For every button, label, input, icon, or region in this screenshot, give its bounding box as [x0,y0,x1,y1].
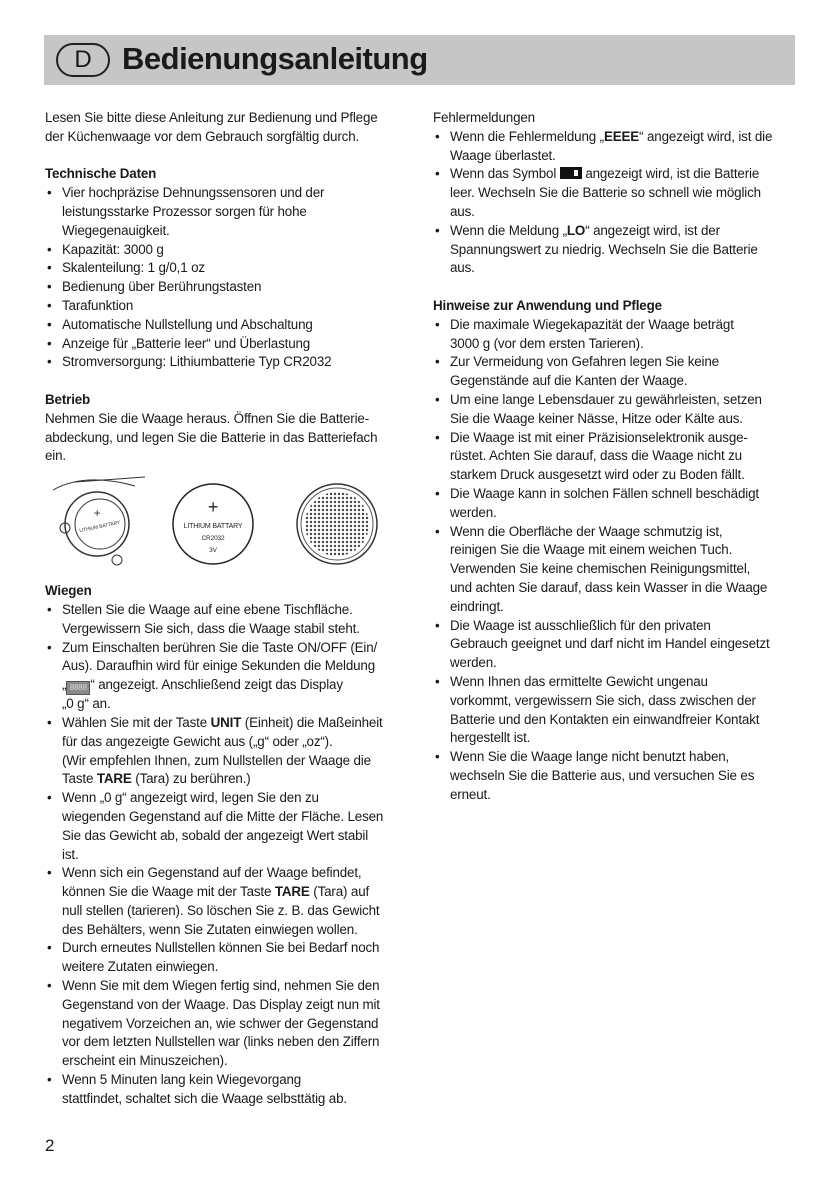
list-item [433,748,808,804]
item-text: Wenn Sie mit dem Wiegen fertig sind, nehmen Sie den Gegenstand von der Waage. Das Display zeigt nun mit negativem Vorzeichen an, wie schwer der Gegenstand vor dem letzten Nullstellen war (links neben den Ziffern erscheint ein Minuszeichen). [62,978,380,1069]
item-text: Wenn die Fehlermeldung „ [450,128,604,144]
section-heading: Hinweise zur Anwendung und Pflege [433,297,662,313]
battery-voltage: 3V [209,547,217,555]
list-item [45,316,420,335]
item-text: (Tara) auf null stellen (tarieren). So löschen Sie z. B. das Gewicht des Behälters, wenn Sie Zutaten einwiegen wollen. [62,884,380,937]
left-column [45,109,420,1109]
item-text: Wenn sich ein Gegenstand auf der Waage befindet, können Sie die Waage mit der Taste [62,865,362,900]
item-text: Wenn Sie die Waage lange nicht benutzt haben, wechseln Sie die Batterie aus, und versuchen Sie es erneut. [450,749,755,802]
list-item [433,128,808,166]
language-badge: D [56,43,110,77]
item-text: (Einheit) die Maßeinheit für das angezeigte Gewicht aus („g“ oder „oz“). (Wir empfehlen Ihnen, zum Nullstellen der Waage die Taste [62,714,383,787]
item-text: “ angezeigt. Anschließend zeigt das Display „0 g“ an. [62,677,343,712]
list-item [45,335,420,354]
bullet-list [45,184,420,372]
bullet-list [45,601,420,1109]
item-text: Stromversorgung: Lithiumbatterie Typ CR2032 [62,354,332,370]
list-item [433,617,808,673]
item-text: Wenn die Oberfläche der Waage schmutzig ist, reinigen Sie die Waage mit einem weichen Tuch. Verwenden Sie keine chemischen Reinigungsmittel, und achten Sie darauf, dass kein Wasser in die Waage eindringt. [450,523,768,614]
list-item [45,353,420,372]
bold-term: TARE [96,771,132,787]
item-text: “ angezeigt wird, ist der Spannungswert zu niedrig. Wechseln Sie die Batterie aus. [450,222,758,276]
bold-term: UNIT [210,714,242,730]
item-text: (Tara) zu berühren.) [131,771,251,787]
list-item [45,184,420,240]
list-item [433,165,808,221]
item-text: “ angezeigt wird, ist die Waage überlastet. [450,128,773,163]
list-item [45,939,420,977]
item-text: Die maximale Wiegekapazität der Waage beträgt 3000 g (vor dem ersten Tarieren). [450,316,734,351]
battery-illustrations [45,472,420,574]
item-text: angezeigt wird, ist die Batterie leer. Wechseln Sie die Batterie so schnell wie möglich aus. [450,166,761,219]
page-number: 2 [45,1136,55,1155]
coin-cell-battery-image [173,484,253,564]
section-heading: Technische Daten [45,166,157,182]
item-text: Tarafunktion [62,297,134,313]
list-item [433,316,808,354]
list-item [45,1071,420,1109]
item-text: Durch erneutes Nullstellen können Sie bei Bedarf noch weitere Zutaten einwiegen. [62,940,380,975]
battery-compartment-image [53,477,145,565]
svg-text:+: + [207,497,219,518]
list-item [433,429,808,485]
section-heading: Betrieb [45,391,91,407]
item-text: Vier hochpräzise Dehnungssensoren und der leistungsstarke Prozessor sorgen für hohe Wiegegenauigkeit. [62,185,325,238]
list-item [45,297,420,316]
page-title: Bedienungsanleitung [122,41,428,76]
section-fehlermeldungen [433,109,808,278]
section-wiegen [45,582,420,1109]
display-8888-icon: 8888 [66,681,90,695]
list-item [45,789,420,864]
bullet-list [433,128,808,278]
item-text: Um eine lange Lebensdauer zu gewährleisten, setzen Sie die Waage keiner Nässe, Hitze oder Kälte aus. [450,391,762,426]
item-text: Anzeige für „Batterie leer“ und Überlastung [62,335,311,351]
item-text: Kapazität: 3000 g [62,241,164,257]
section-heading: Wiegen [45,583,92,599]
svg-text:LITHIUM BATTARY: LITHIUM BATTARY [78,519,121,535]
section-heading: Fehlermeldungen [433,110,535,125]
battery-back-image [297,484,377,564]
item-text: Skalenteilung: 1 g/0,1 oz [62,260,205,276]
list-item [45,639,420,714]
bold-term: EEEE [603,128,640,144]
header-bar [44,35,795,85]
list-item [45,601,420,639]
list-item [433,523,808,617]
item-text: Die Waage ist ausschließlich für den privaten Gebrauch geeignet und darf nicht im Handel eingesetzt werden. [450,617,770,671]
item-text: Wenn die Meldung „ [450,222,567,238]
list-item [433,353,808,391]
right-column [433,109,808,804]
intro-text: Lesen Sie bitte diese Anleitung zur Bedienung und Pflege der Küchenwaage vor dem Gebrauch sorgfältig durch. [45,110,378,144]
battery-images [45,472,385,574]
item-text: Wählen Sie mit der Taste [62,714,211,730]
list-item [45,864,420,939]
bold-term: TARE [274,884,310,900]
list-item [45,977,420,1071]
list-item [45,241,420,260]
item-text: Automatische Nullstellung und Abschaltung [62,316,313,332]
battery-empty-icon [560,167,582,179]
battery-type: CR2032 [201,535,225,543]
item-text: Wenn das Symbol [450,166,560,182]
section-hinweise [433,297,808,805]
item-text: Die Waage ist mit einer Präzisionselektronik ausge- rüstet. Achten Sie darauf, dass die Waage nicht zu starkem Druck ausgesetzt wird oder zu Boden fällt. [450,429,748,483]
list-item [433,391,808,429]
item-text: Die Waage kann in solchen Fällen schnell beschädigt werden. [450,485,759,520]
bullet-list [433,316,808,805]
item-text: Stellen Sie die Waage auf eine ebene Tischfläche. Vergewissern Sie sich, dass die Waage stabil steht. [62,601,360,636]
bold-term: LO [566,222,586,238]
item-text: Wenn „0 g“ angezeigt wird, legen Sie den zu wiegenden Gegenstand auf die Mitte der Fläche. Lesen Sie das Gewicht ab, sobald der angezeigt Wert stabil ist. [62,790,384,862]
svg-text:+: + [93,506,101,521]
item-text: Wenn Ihnen das ermittelte Gewicht ungenau vorkommt, vergewissern Sie sich, dass zwischen der Batterie und den Kontakten ein einwandfreier Kontakt hergestellt ist. [450,673,760,746]
item-text: Zur Vermeidung von Gefahren legen Sie keine Gegenstände auf die Kanten der Waage. [450,354,719,389]
betrieb-text: Nehmen Sie die Waage heraus. Öffnen Sie die Batterie- abdeckung, und legen Sie die Batterie in das Batteriefach ein. [45,410,378,464]
section-betrieb [45,391,420,466]
list-item [45,278,420,297]
item-text: Wenn 5 Minuten lang kein Wiegevorgang stattfindet, schaltet sich die Waage selbsttätig ab. [62,1072,347,1106]
item-text: Zum Einschalten berühren Sie die Taste ON/OFF (Ein/ Aus). Daraufhin wird für einige Sekunden die Meldung „ [62,639,378,693]
list-item [433,673,808,748]
item-text: Bedienung über Berührungstasten [62,279,262,295]
list-item [45,714,420,789]
list-item [433,485,808,523]
list-item [433,222,808,278]
battery-label: LITHIUM BATTARY [183,523,243,531]
section-technische-daten [45,165,420,372]
list-item [45,259,420,278]
